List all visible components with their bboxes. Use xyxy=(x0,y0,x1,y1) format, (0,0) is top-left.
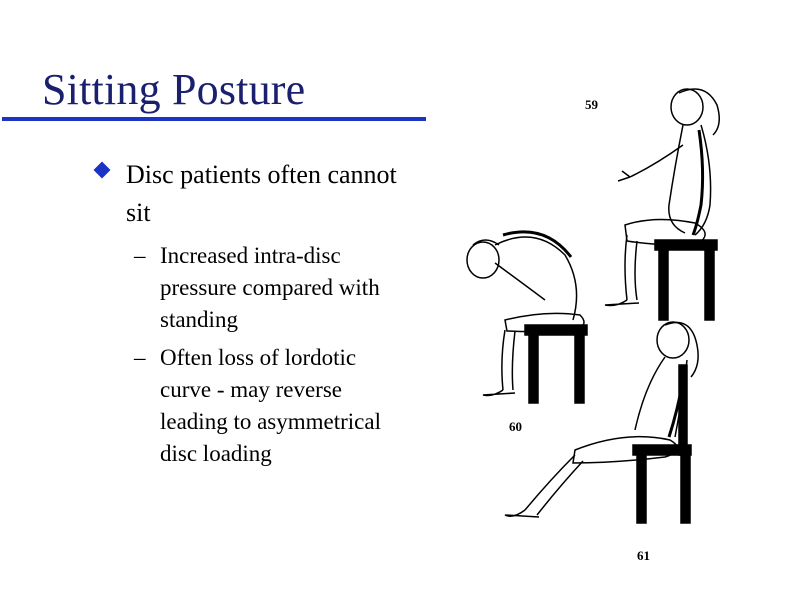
chair-leg xyxy=(705,250,714,320)
lower-leg xyxy=(635,241,637,300)
dash-bullet-icon: – xyxy=(134,345,146,370)
foot xyxy=(605,300,639,305)
hand xyxy=(618,171,630,181)
lower-leg xyxy=(625,235,627,300)
lower-leg xyxy=(525,455,575,510)
figure-label: 61 xyxy=(637,548,650,563)
subbullet-item xyxy=(126,342,402,470)
bullet-item xyxy=(92,156,402,470)
foot xyxy=(483,390,515,395)
torso-front xyxy=(669,125,685,233)
chair-leg xyxy=(529,335,538,403)
spine xyxy=(503,232,571,257)
chair-leg xyxy=(659,250,668,320)
head xyxy=(657,322,689,358)
chair-seat xyxy=(525,325,587,335)
head xyxy=(467,242,499,278)
subbullet-list xyxy=(126,240,402,470)
arm xyxy=(495,263,545,300)
subbullet-text: Increased intra-disc pressure compared with standing xyxy=(160,243,380,332)
chair-leg xyxy=(637,455,646,523)
bullet-text: Disc patients often cannot sit xyxy=(126,160,397,227)
dash-bullet-icon: – xyxy=(134,243,146,268)
figure-label: 59 xyxy=(585,97,598,112)
lower-leg xyxy=(502,330,505,390)
figure-59-upright-sitter xyxy=(605,89,719,320)
chair-leg xyxy=(681,455,690,523)
chair-leg xyxy=(575,335,584,403)
diamond-bullet-icon xyxy=(94,162,111,179)
title-underline xyxy=(2,117,426,121)
foot xyxy=(505,510,539,517)
bullet-list xyxy=(92,156,402,476)
arm xyxy=(630,145,683,177)
head xyxy=(671,89,703,125)
figure-label: 60 xyxy=(509,419,522,434)
spine xyxy=(693,130,703,235)
slide-title: Sitting Posture xyxy=(42,65,306,114)
subbullet-item xyxy=(126,240,402,336)
subbullet-text: Often loss of lordotic curve - may reverse leading to asymmetrical disc loading xyxy=(160,345,381,466)
lower-leg xyxy=(512,331,515,390)
figure-60-slumped-sitter xyxy=(467,232,587,403)
posture-illustration xyxy=(455,85,800,570)
torso-front xyxy=(635,357,665,430)
